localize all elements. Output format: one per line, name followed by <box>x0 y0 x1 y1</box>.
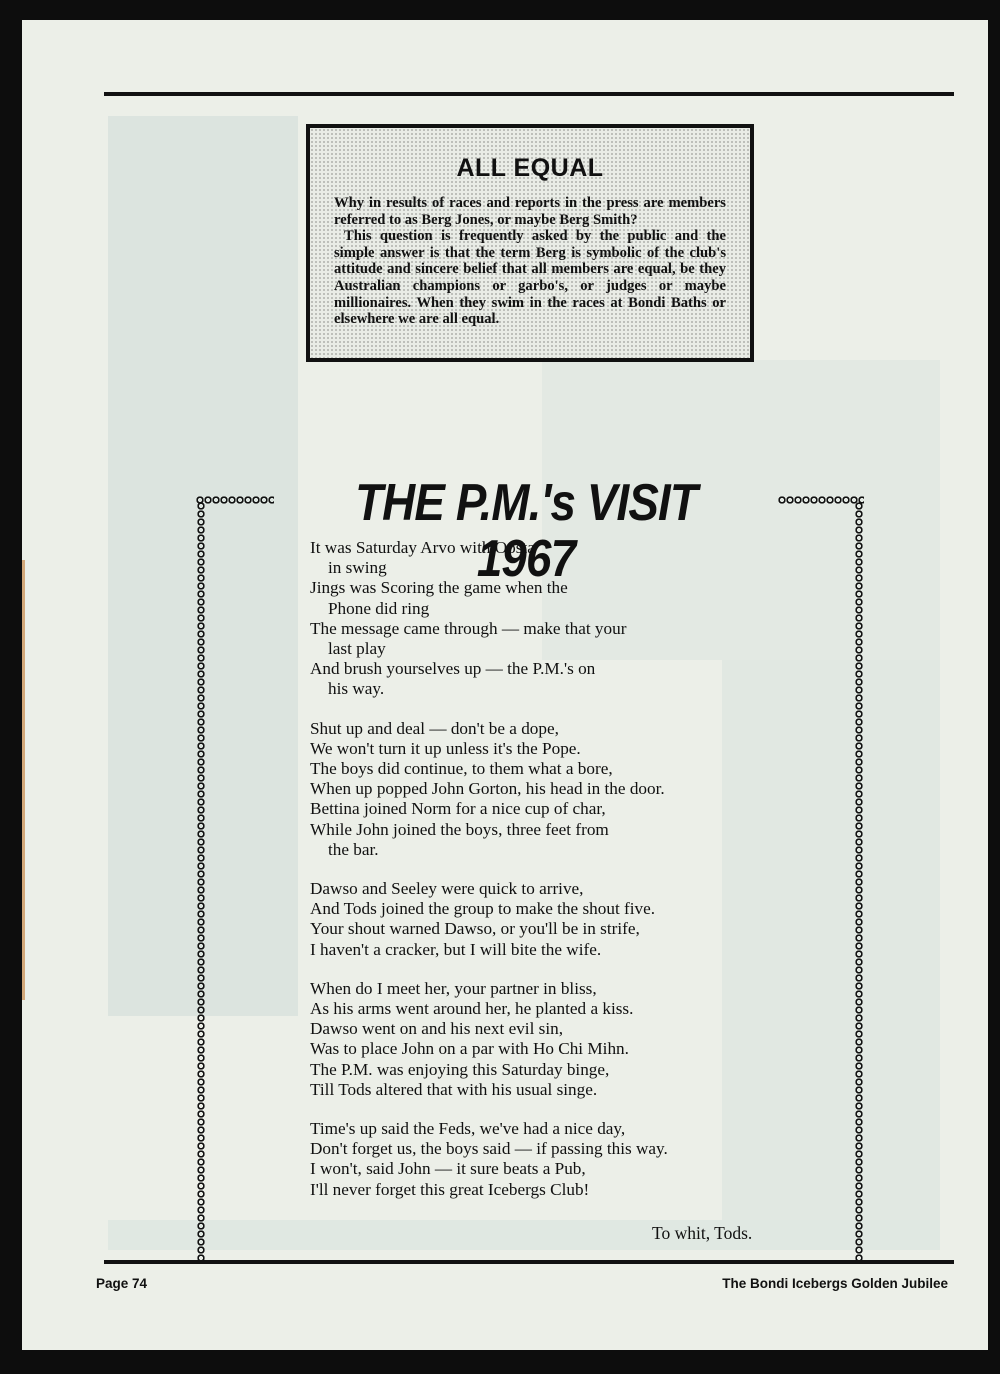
poem-line: The P.M. was enjoying this Saturday binge, <box>310 1059 610 1079</box>
poem-line: Dawso went on and his next evil sin, <box>310 1019 564 1039</box>
poem-body <box>310 538 810 1219</box>
poem-line: Jings was Scoring the game when the <box>310 578 568 598</box>
show-through-caption <box>108 1220 940 1250</box>
top-rule <box>104 92 954 96</box>
poem-stanza <box>310 538 810 700</box>
poem-line: I haven't a cracker, but I will bite the wife. <box>310 939 602 959</box>
poem-signoff: To whit, Tods. <box>652 1223 753 1243</box>
poem-line: I'll never forget this great Icebergs Club! <box>310 1179 590 1199</box>
chain-border-top-left <box>196 495 274 505</box>
poem-line: And brush yourselves up — the P.M.'s on <box>310 659 596 679</box>
poem-line: Was to place John on a par with Ho Chi Mihn. <box>310 1039 629 1059</box>
poem-line: in swing <box>328 558 387 578</box>
chain-border-top-right <box>778 495 864 505</box>
chain-border-left <box>196 502 206 1260</box>
poem-line: Your shout warned Dawso, or you'll be in strife, <box>310 919 640 939</box>
poem-line: It was Saturday Arvo with Oosta <box>310 538 535 557</box>
poem-line: And Tods joined the group to make the shout five. <box>310 899 656 919</box>
poem-line: Dawso and Seeley were quick to arrive, <box>310 879 584 899</box>
poem-line: his way. <box>328 679 385 699</box>
magazine-page <box>22 20 988 1350</box>
all-equal-box <box>306 124 754 362</box>
binding-edge <box>22 560 25 1000</box>
poem-line: We won't turn it up unless it's the Pope. <box>310 738 581 758</box>
poem-stanza <box>310 1119 810 1200</box>
poem-stanza <box>310 979 810 1100</box>
all-equal-answer: This question is frequently asked by the public and the simple answer is that the term Berg is symbolic of the club's attitude and sincere belief that all members are equal, be they Australian champions or garbo's, or judges or maybe millionaires. When they swim in the races at Bondi Baths or elsewhere we are all equal. <box>334 228 726 328</box>
page-number: Page 74 <box>96 1276 148 1291</box>
all-equal-title: ALL EQUAL <box>456 154 604 182</box>
poem-line: While John joined the boys, three feet from <box>310 819 609 839</box>
poem-line: The message came through — make that your <box>310 618 627 638</box>
bottom-rule <box>104 1260 954 1264</box>
poem-line: Don't forget us, the boys said — if passing this way. <box>310 1139 668 1159</box>
poem-line: I won't, said John — it sure beats a Pub, <box>310 1159 586 1179</box>
poem-line: Shut up and deal — don't be a dope, <box>310 718 559 738</box>
poem-line: When up popped John Gorton, his head in the door. <box>310 779 665 799</box>
publication-title: The Bondi Icebergs Golden Jubilee <box>722 1276 948 1291</box>
all-equal-question: Why in results of races and reports in the press are members referred to as Berg Jones, or maybe Berg Smith? <box>334 195 726 228</box>
poem-line: Bettina joined Norm for a nice cup of char, <box>310 799 606 819</box>
poem-line: Till Tods altered that with his usual singe. <box>310 1079 598 1099</box>
poem-title: THE P.M.'s VISIT 1967 <box>355 474 697 588</box>
poem-line: Phone did ring <box>328 598 430 618</box>
poem-stanza <box>310 879 810 960</box>
poem-stanza <box>310 719 810 860</box>
poem-line: the bar. <box>328 839 379 859</box>
poem-line: The boys did continue, to them what a bore, <box>310 759 613 779</box>
poem-line: As his arms went around her, he planted a kiss. <box>310 999 634 1019</box>
chain-border-right <box>854 502 864 1260</box>
poem-line: When do I meet her, your partner in bliss, <box>310 978 597 998</box>
poem-line: last play <box>328 639 386 659</box>
poem-line: Time's up said the Feds, we've had a nice day, <box>310 1119 626 1139</box>
